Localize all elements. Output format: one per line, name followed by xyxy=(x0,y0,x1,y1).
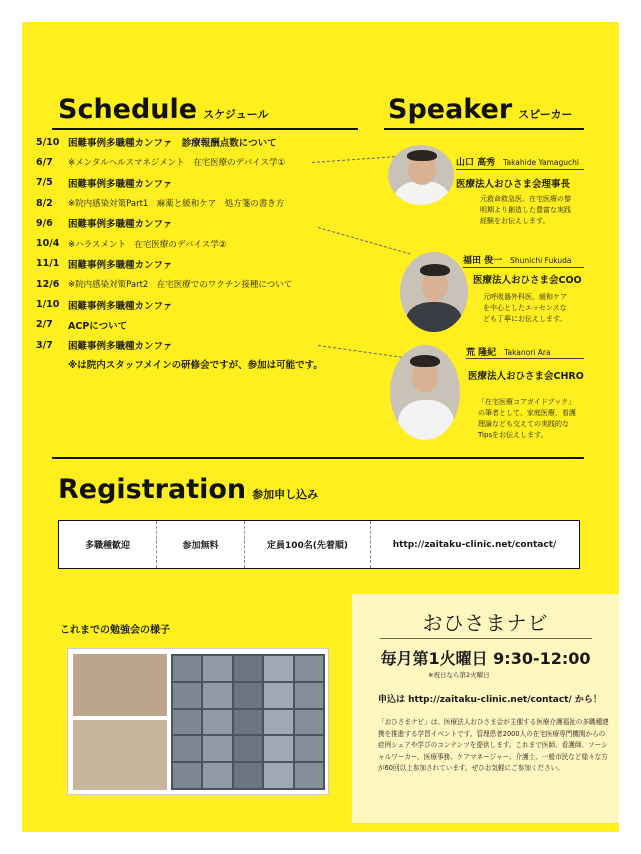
speaker-rule xyxy=(384,128,584,130)
schedule-topic: 困難事例多職種カンファ xyxy=(68,219,173,231)
past-sessions-title: これまでの勉強会の様子 xyxy=(60,625,170,636)
speaker-desc: 元呼吸器外科医。緩和ケア を中心としたエッセンスな ども丁寧にお伝えします。 xyxy=(483,293,567,323)
speaker-desc: 「在宅医療コアガイドブック」 の筆者として、家庭医療、看護 理論なども交えての実践的な Tipsをお伝えします。 xyxy=(478,398,576,439)
schedule-date: 10/4 xyxy=(36,238,60,250)
session-photo-tile xyxy=(73,720,167,790)
schedule-topic: 困難事例多職種カンファ xyxy=(68,178,173,190)
meeting-participant-tile xyxy=(234,710,262,735)
schedule-row xyxy=(36,152,356,172)
schedule-topic: ACPについて xyxy=(68,320,128,332)
meeting-participant-tile xyxy=(173,736,201,761)
schedule-row xyxy=(36,213,356,233)
schedule-date: 1/10 xyxy=(36,299,60,311)
registration-url-link[interactable]: http://zaitaku-clinic.net/contact/ xyxy=(392,539,557,550)
meeting-participant-tile xyxy=(264,683,292,708)
schedule-date: 9/6 xyxy=(36,217,53,229)
online-meeting-grid xyxy=(171,654,325,790)
navi-title: おひさまナビ xyxy=(422,611,549,635)
navi-panel xyxy=(352,594,619,823)
schedule-date: 8/2 xyxy=(36,197,53,209)
registration-rule xyxy=(52,457,584,459)
meeting-participant-tile xyxy=(295,656,323,681)
schedule-topic: ※メンタルヘルスマネジメント 在宅医療のデバイス学① xyxy=(68,158,286,169)
schedule-row xyxy=(36,315,356,335)
schedule-row xyxy=(36,335,356,355)
meeting-participant-tile xyxy=(203,736,231,761)
speaker-name: 荒 隆紀 Takanori Ara xyxy=(466,348,551,358)
past-sessions-photo xyxy=(67,648,329,795)
navi-rule xyxy=(380,638,592,639)
schedule-heading xyxy=(58,94,268,125)
speaker-photo xyxy=(388,145,454,205)
speaker-name: 福田 俊一 Shunichi Fukuda xyxy=(463,256,572,266)
schedule-rule xyxy=(52,128,358,130)
registration-subtitle: 参加申し込み xyxy=(252,488,319,501)
schedule-row xyxy=(36,132,356,152)
meeting-participant-tile xyxy=(295,710,323,735)
meeting-participant-tile xyxy=(264,763,292,788)
meeting-participant-tile xyxy=(173,656,201,681)
speaker-name: 山口 高秀 Takahide Yamaguchi xyxy=(456,158,580,168)
schedule-topic: ※院内感染対策Part2 在宅医療でのワクチン接種について xyxy=(68,280,293,291)
meeting-participant-tile xyxy=(203,763,231,788)
speaker-org: 医療法人おひさま会COO xyxy=(473,275,582,286)
meeting-participant-tile xyxy=(295,763,323,788)
speaker-divider xyxy=(463,267,584,268)
speaker-heading xyxy=(388,94,573,125)
speaker-subtitle: スピーカー xyxy=(518,108,573,121)
registration-fee: 参加無料 xyxy=(157,521,245,568)
schedule-list xyxy=(36,132,356,371)
meeting-participant-tile xyxy=(295,736,323,761)
registration-welcome: 多職種歓迎 xyxy=(59,521,157,568)
schedule-date: 12/6 xyxy=(36,278,60,290)
navi-schedule: 毎月第1火曜日 9:30-12:00 xyxy=(380,649,591,668)
navi-holiday-note: ※祝日なら第2火曜日 xyxy=(428,671,490,679)
schedule-row xyxy=(36,294,356,314)
schedule-date: 7/5 xyxy=(36,177,53,189)
schedule-row xyxy=(36,233,356,253)
meeting-participant-tile xyxy=(264,736,292,761)
registration-info-box xyxy=(58,520,580,569)
registration-heading xyxy=(58,474,318,505)
speaker-desc: 元救命救急医。在宅医療の黎 明期より創造した豊富な実践 経験をお伝えします。 xyxy=(480,195,571,225)
meeting-participant-tile xyxy=(203,656,231,681)
schedule-topic: 困難事例多職種カンファ xyxy=(68,300,173,312)
schedule-date: 2/7 xyxy=(36,319,53,331)
meeting-participant-tile xyxy=(234,736,262,761)
meeting-participant-tile xyxy=(203,710,231,735)
speaker-title: Speaker xyxy=(388,94,513,125)
schedule-date: 11/1 xyxy=(36,258,60,270)
registration-title: Registration xyxy=(58,474,247,505)
meeting-participant-tile xyxy=(173,683,201,708)
speaker-divider xyxy=(456,169,584,170)
schedule-subtitle: スケジュール xyxy=(203,108,269,121)
meeting-participant-tile xyxy=(295,683,323,708)
speaker-divider xyxy=(466,358,584,359)
meeting-participant-tile xyxy=(234,683,262,708)
navi-description: 「おひさまナビ」は、医療法人おひさま会が主催する医療介護福祉の多職種連携を推進する学習イベントです。管理患者2000人の在宅医療専門機関からの症例シェアや学びのコンテンツを提供します。これまで医師、看護師、ソーシャルワーカー、医療事務、ケアマネージャー、介護士、一般市民など様々な方が60回以上参加されています。ぜひお気軽にご参加ください。 xyxy=(378,718,609,772)
schedule-row xyxy=(36,193,356,213)
schedule-date: 6/7 xyxy=(36,156,53,168)
speaker-photo xyxy=(400,252,468,332)
schedule-topic: 困難事例多職種カンファ xyxy=(68,259,173,271)
meeting-participant-tile xyxy=(173,710,201,735)
meeting-participant-tile xyxy=(173,763,201,788)
schedule-topic: ※ハラスメント 在宅医療のデバイス学② xyxy=(68,239,227,250)
schedule-row xyxy=(36,173,356,193)
schedule-row xyxy=(36,254,356,274)
meeting-participant-tile xyxy=(234,656,262,681)
schedule-row xyxy=(36,274,356,294)
schedule-title: Schedule xyxy=(58,94,198,125)
schedule-note: ※は院内スタッフメインの研修会ですが、参加は可能です。 xyxy=(68,360,323,372)
speaker-org: 医療法人おひさま会理事長 xyxy=(456,179,571,190)
meeting-participant-tile xyxy=(264,656,292,681)
schedule-topic: ※院内感染対策Part1 麻薬と緩和ケア 処方箋の書き方 xyxy=(68,199,285,210)
schedule-topic: 困難事例多職種カンファ 診療報酬点数について xyxy=(68,138,277,150)
speaker-photo xyxy=(390,345,460,440)
schedule-date: 5/10 xyxy=(36,136,60,148)
schedule-topic: 困難事例多職種カンファ xyxy=(68,341,173,353)
navi-apply-link[interactable]: 申込は http://zaitaku-clinic.net/contact/ から！ xyxy=(378,695,602,705)
meeting-participant-tile xyxy=(203,683,231,708)
session-photo-tile xyxy=(73,654,167,716)
meeting-participant-tile xyxy=(234,763,262,788)
meeting-participant-tile xyxy=(264,710,292,735)
schedule-date: 3/7 xyxy=(36,339,53,351)
registration-capacity: 定員100名(先着順) xyxy=(245,521,371,568)
speaker-org: 医療法人おひさま会CHRO xyxy=(468,371,584,382)
